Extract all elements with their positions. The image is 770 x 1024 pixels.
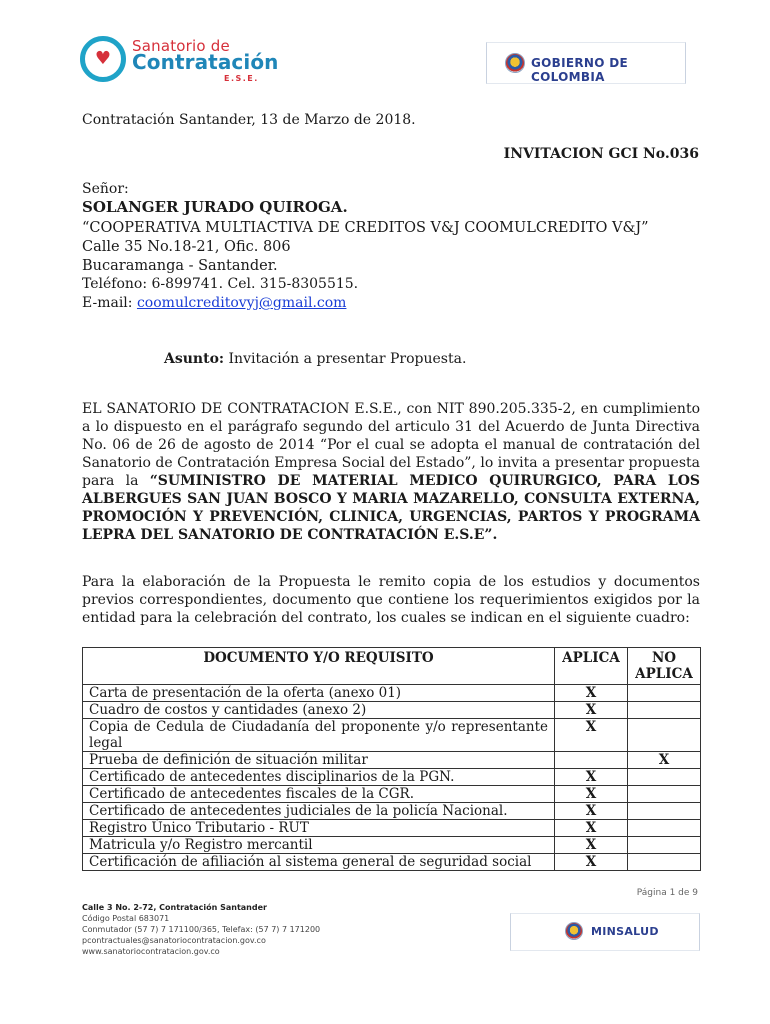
requirement-cell: Certificación de afiliación al sistema general de seguridad social xyxy=(83,854,555,871)
header-aplica: APLICA xyxy=(555,648,628,685)
paragraph-documents: Para la elaboración de la Propuesta le remito copia de los estudios y documentos previos correspondientes, documento que contiene los requerimientos exigidos por la entidad para la celebración del contrato, los cuales se indican en el siguiente cuadro: xyxy=(82,574,700,626)
subject-text: Invitación a presentar Propuesta. xyxy=(224,351,467,367)
salutation: Señor: xyxy=(82,181,129,197)
invitation-reference: INVITACION GCI No.036 xyxy=(503,146,699,162)
paragraph-invitation-object: “SUMINISTRO DE MATERIAL MEDICO QUIRURGICO, PARA LOS ALBERGUES SAN JUAN BOSCO Y MARIA MAZARELLO, CONSULTA EXTERNA, PROMOCIÓN Y PREVENCIÓN, CLINICA, URGENCIAS, PARTOS Y PROGRAMA LEPRA DEL SANATORIO DE CONTRATACIÓN E.S.E”. xyxy=(82,473,700,543)
requirement-cell: Cuadro de costos y cantidades (anexo 2) xyxy=(83,702,555,719)
requirement-cell: Carta de presentación de la oferta (anexo 01) xyxy=(83,685,555,702)
no-aplica-cell xyxy=(628,685,701,702)
requirement-cell: Copia de Cedula de Ciudadanía del proponente y/o representante legal xyxy=(83,719,555,752)
aplica-cell: X xyxy=(555,803,628,820)
recipient-name: SOLANGER JURADO QUIROGA. xyxy=(82,198,348,216)
recipient-phone: Teléfono: 6-899741. Cel. 315-8305515. xyxy=(82,276,359,292)
aplica-cell xyxy=(555,752,628,769)
table-row xyxy=(83,685,701,702)
no-aplica-cell: X xyxy=(628,752,701,769)
email-label: E-mail: xyxy=(82,295,137,311)
footer-email[interactable]: pcontractuales@sanatoriocontratacion.gov.co xyxy=(82,936,266,945)
minsalud-banner xyxy=(510,913,700,951)
subject-line xyxy=(164,350,466,368)
aplica-cell: X xyxy=(555,719,628,752)
header-no-aplica: NO APLICA xyxy=(628,648,701,685)
footer-phones: Conmutador (57 7) 7 171100/365, Telefax: (57 7) 7 171200 xyxy=(82,925,321,934)
no-aplica-cell xyxy=(628,719,701,752)
no-aplica-cell xyxy=(628,786,701,803)
requirement-cell: Prueba de definición de situación militar xyxy=(83,752,555,769)
aplica-cell: X xyxy=(555,685,628,702)
table-header-row xyxy=(83,648,701,685)
aplica-cell: X xyxy=(555,702,628,719)
table-row xyxy=(83,769,701,786)
aplica-cell: X xyxy=(555,854,628,871)
subject-label: Asunto: xyxy=(164,351,225,367)
logo-line1: Sanatorio de xyxy=(132,37,230,55)
recipient-city: Bucaramanga - Santander. xyxy=(82,258,278,274)
colombia-seal-icon xyxy=(505,53,525,73)
requirement-cell: Certificado de antecedentes disciplinarios de la PGN. xyxy=(83,769,555,786)
aplica-cell: X xyxy=(555,837,628,854)
aplica-cell: X xyxy=(555,786,628,803)
recipient-address: Calle 35 No.18-21, Ofic. 806 xyxy=(82,239,291,255)
table-row xyxy=(83,719,701,752)
requirement-cell: Certificado de antecedentes fiscales de la CGR. xyxy=(83,786,555,803)
requirements-table xyxy=(82,647,701,871)
footer-address: Calle 3 No. 2-72, Contratación Santander xyxy=(82,903,267,912)
table-row xyxy=(83,786,701,803)
sanatorio-logo-icon: ♥ xyxy=(80,36,126,82)
logo-line3: E.S.E. xyxy=(224,74,259,83)
paragraph-invitation xyxy=(82,400,700,544)
no-aplica-cell xyxy=(628,837,701,854)
table-row xyxy=(83,837,701,854)
no-aplica-cell xyxy=(628,820,701,837)
table-row xyxy=(83,803,701,820)
logo-line2: Contratación xyxy=(132,50,279,74)
no-aplica-cell xyxy=(628,803,701,820)
gobierno-colombia-banner xyxy=(486,42,686,84)
recipient-email-line xyxy=(82,294,346,312)
no-aplica-cell xyxy=(628,854,701,871)
sanatorio-logo xyxy=(80,36,279,86)
table-row xyxy=(83,752,701,769)
gov-label: GOBIERNO DE COLOMBIA xyxy=(531,56,628,84)
aplica-cell: X xyxy=(555,769,628,786)
email-link[interactable]: coomulcreditovyj@gmail.com xyxy=(136,295,347,311)
requirement-cell: Certificado de antecedentes judiciales de la policía Nacional. xyxy=(83,803,555,820)
footer-postal: Código Postal 683071 xyxy=(82,914,170,923)
table-row xyxy=(83,702,701,719)
place-date: Contratación Santander, 13 de Marzo de 2018. xyxy=(82,112,416,128)
requirement-cell: Registro Único Tributario - RUT xyxy=(83,820,555,837)
header-requisito: DOCUMENTO Y/O REQUISITO xyxy=(83,648,555,685)
page-number: Página 1 de 9 xyxy=(636,888,698,898)
table-row xyxy=(83,854,701,871)
minsalud-label: MINSALUD xyxy=(591,925,659,938)
requirement-cell: Matricula y/o Registro mercantil xyxy=(83,837,555,854)
minsalud-seal-icon xyxy=(565,922,583,940)
paragraph-invitation-text: EL SANATORIO DE CONTRATACION E.S.E., con NIT 890.205.335-2, en cumplimiento a lo dispuesto en el parágrafo segundo del articulo 31 del Acuerdo de Junta Directiva No. 06 de 26 de agosto de 2014 “Por el cual se adopta el manual de contratación del Sanatorio de Contratación Empresa Social del Estado”, lo invita a presentar propuesta para la xyxy=(82,401,700,489)
table-row xyxy=(83,820,701,837)
no-aplica-cell xyxy=(628,702,701,719)
no-aplica-cell xyxy=(628,769,701,786)
recipient-company: “COOPERATIVA MULTIACTIVA DE CREDITOS V&J COOMULCREDITO V&J” xyxy=(82,220,649,236)
aplica-cell: X xyxy=(555,820,628,837)
footer-website[interactable]: www.sanatoriocontratacion.gov.co xyxy=(82,947,220,956)
